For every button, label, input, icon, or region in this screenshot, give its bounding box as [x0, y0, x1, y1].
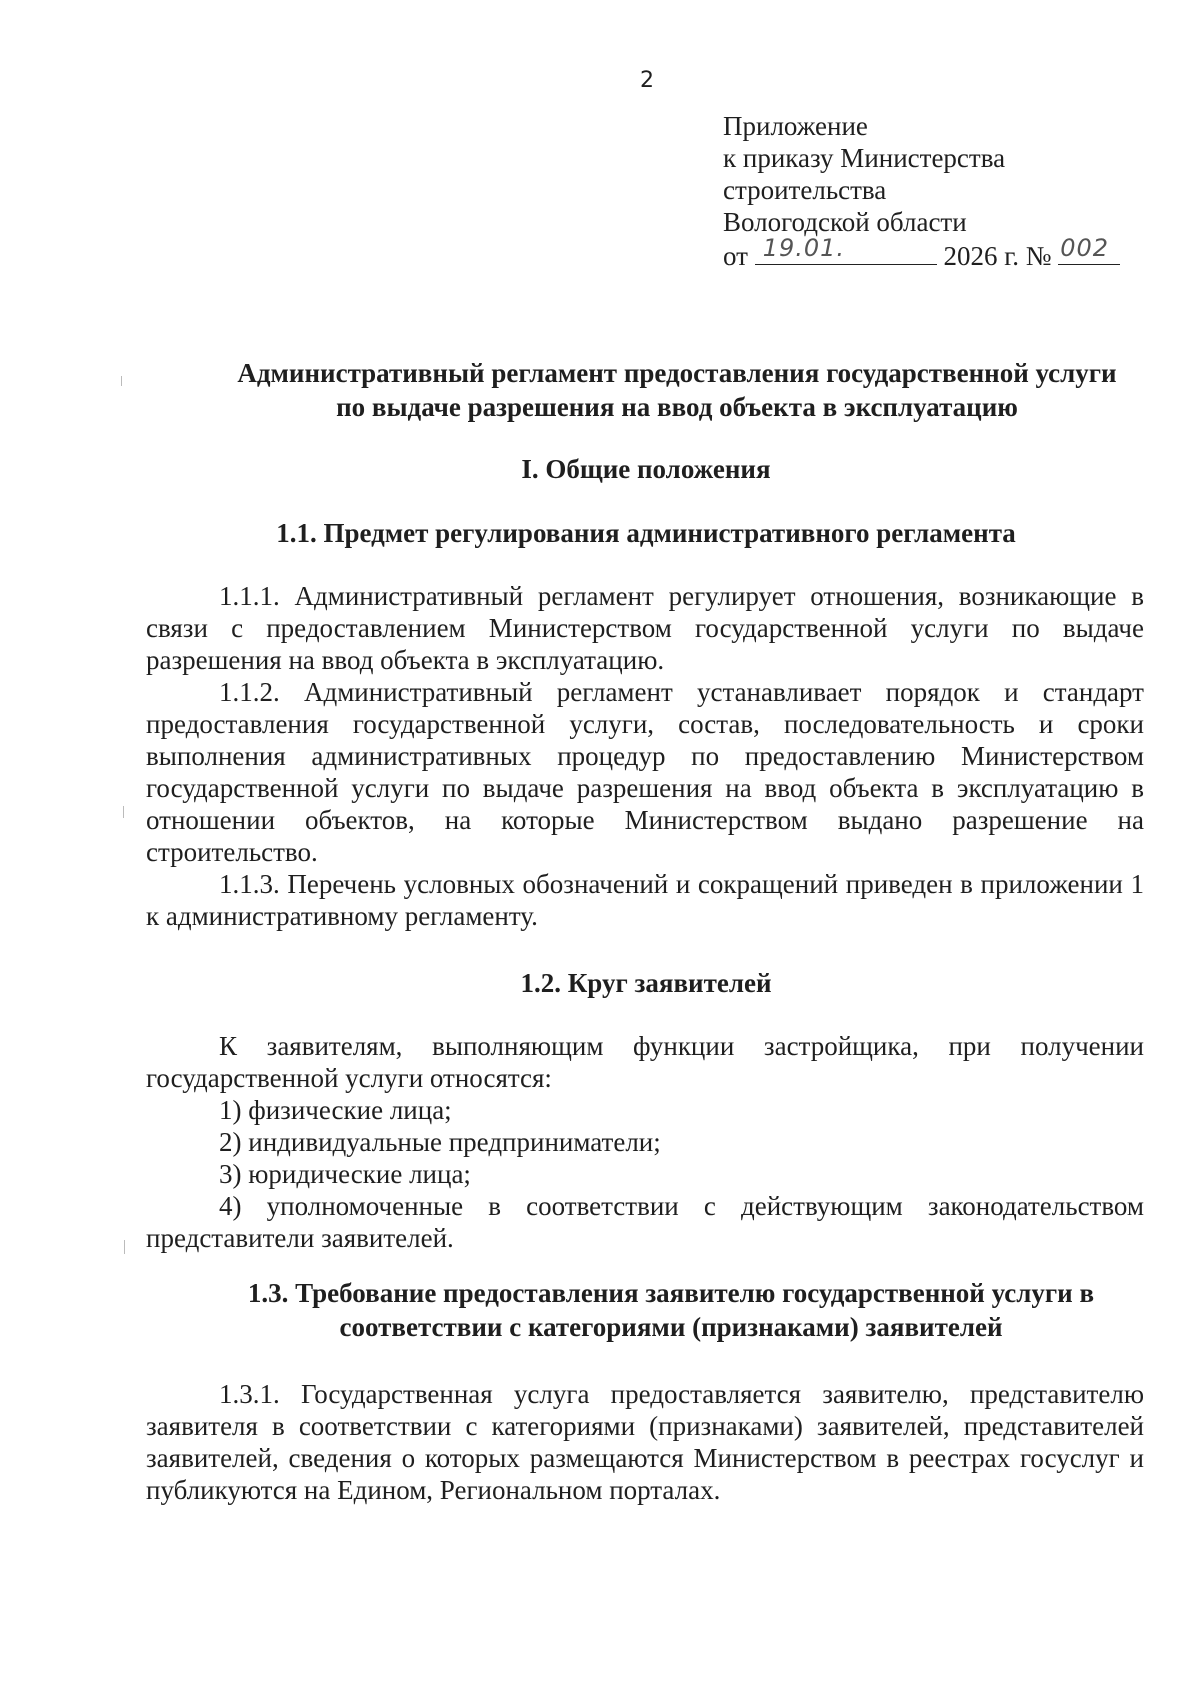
scan-mark [124, 1240, 125, 1254]
appendix-line-2: к приказу Министерства [723, 143, 1006, 173]
number-handwritten: 002 [1060, 234, 1110, 262]
date-blank [755, 234, 937, 265]
list-item: 4) уполномоченные в соответствии с действующим законодательством представители заявителей. [146, 1191, 1144, 1253]
section-1-1-heading: 1.1. Предмет регулирования административного регламента [276, 518, 1016, 548]
section-1-2-body [146, 1030, 1144, 1254]
number-blank [1058, 234, 1120, 265]
list-item: 2) индивидуальные предприниматели; [219, 1127, 661, 1157]
appendix-line-3: строительства [723, 175, 887, 205]
date-handwritten: 19.01. [762, 234, 846, 262]
list-item: 3) юридические лица; [219, 1159, 471, 1189]
section-1-1-body [146, 580, 1144, 932]
list-item: 1) физические лица; [219, 1095, 452, 1125]
page-number: 2 [640, 68, 654, 93]
from-label: от [723, 241, 748, 271]
document-title [212, 356, 1142, 424]
appendix-date-line [723, 234, 1120, 272]
appendix-block [723, 110, 1120, 272]
paragraph-1-1-1: 1.1.1. Административный регламент регулирует отношения, возникающие в связи с предоставлением Министерством государственной услуги по выдаче разрешения на ввод объекта в эксплуатацию. [146, 581, 1144, 675]
section-1-3-body [146, 1378, 1144, 1506]
section-1-2-heading: 1.2. Круг заявителей [520, 968, 772, 998]
applicants-intro: К заявителям, выполняющим функции застройщика, при получении государственной услуги относятся: [146, 1031, 1144, 1093]
paragraph-1-3-1: 1.3.1. Государственная услуга предоставляется заявителю, представителю заявителя в соответствии с категориями (признаками) заявителей, представителей заявителей, сведения о которых размещаются Министерством в реестрах госуслуг и публикуются на Едином, Региональном порталах. [146, 1379, 1144, 1505]
paragraph-1-1-2: 1.1.2. Административный регламент устанавливает порядок и стандарт предоставления государственной услуги, состав, последовательность и сроки выполнения административных процедур по предоставлению Министерством государственной услуги по выдаче разрешения на ввод объекта в эксплуатацию в отношении объектов, на которые Министерством выдано разрешение на строительство. [146, 677, 1144, 867]
title-line-2: по выдаче разрешения на ввод объекта в эксплуатацию [336, 392, 1018, 422]
year-label: 2026 г. № [943, 241, 1052, 271]
appendix-line-1: Приложение [723, 111, 868, 141]
appendix-line-4: Вологодской области [723, 207, 967, 237]
section-1-3-heading-line-2: соответствии с категориями (признаками) заявителей [339, 1312, 1003, 1342]
title-line-1: Административный регламент предоставления государственной услуги [237, 358, 1117, 388]
section-1-3-heading-line-1: 1.3. Требование предоставления заявителю государственной услуги в [247, 1278, 1095, 1308]
section-1-heading: I. Общие положения [521, 454, 771, 484]
section-1-3-heading [196, 1276, 1146, 1344]
scan-mark [123, 806, 124, 818]
scan-mark [121, 376, 122, 386]
paragraph-1-1-3: 1.1.3. Перечень условных обозначений и сокращений приведен в приложении 1 к административному регламенту. [146, 869, 1144, 931]
